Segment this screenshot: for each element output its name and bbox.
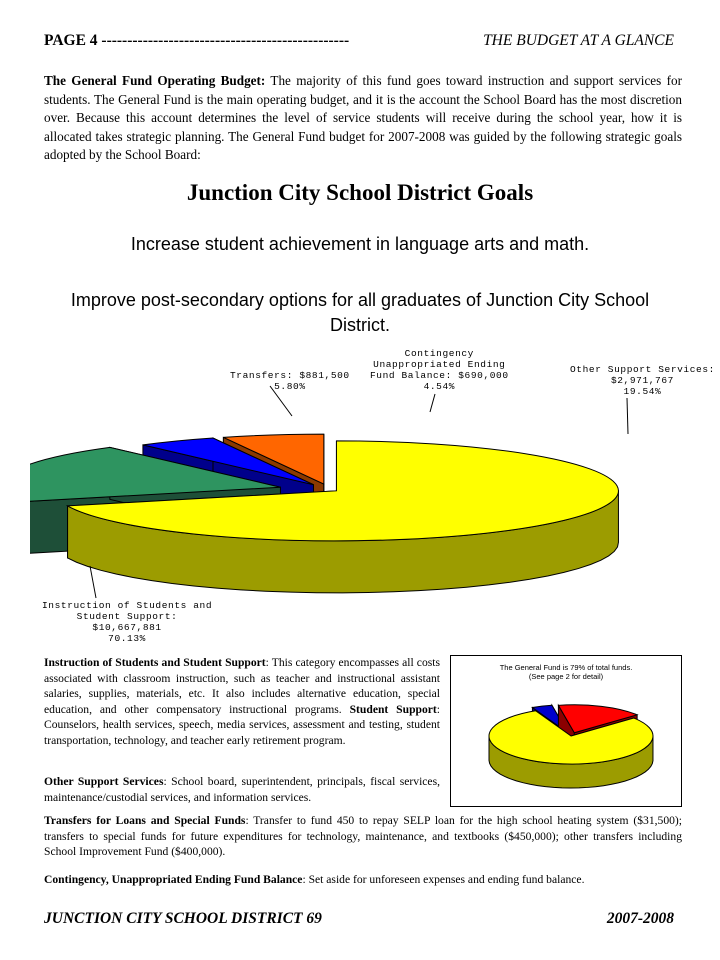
contingency-desc-lead: Contingency, Unappropriated Ending Fund Balance xyxy=(44,873,303,886)
main-pie-leader-contingency xyxy=(430,394,435,412)
contingency-description xyxy=(44,872,682,888)
intro-body: The majority of this fund goes toward instruction and support services for students. The General Fund is the main operating budget, and it is the account the School Board has the most discretion over. Because this account determines the level of service students will receive during the school year, how it is allocated takes strategic planning. The General Fund budget for 2007-2008 was guided by the following strategic goals adopted by the School Board: xyxy=(44,73,682,162)
transfers-desc-body: : Transfer to fund 450 to repay SELP loan for the high school heating system ($31,500); transfers to special funds for future expenditures for technology, maintenance, and textbooks ($450,000); other transfers including School Improvement Fund ($400,000). xyxy=(44,814,682,859)
other-support-label: Other Support Services: xyxy=(570,364,715,375)
page-number: PAGE 4 xyxy=(44,32,98,49)
sub-pie-svg xyxy=(451,676,681,804)
other-support-description xyxy=(44,774,440,805)
section-title: THE BUDGET AT A GLANCE xyxy=(479,32,674,50)
intro-lead: The General Fund Operating Budget: xyxy=(44,73,266,88)
page-footer xyxy=(44,910,674,928)
instruction-description xyxy=(44,655,440,749)
transfers-amount: $881,500 xyxy=(299,370,350,381)
total-funds-pie-chart xyxy=(450,655,682,807)
other-desc-body: : School board, superintendent, principals, fiscal services, maintenance/custodial services, and information services. xyxy=(44,775,440,804)
slice-label-other-support xyxy=(570,364,715,397)
slice-label-instruction xyxy=(42,600,212,644)
instruction-amount: $10,667,881 xyxy=(92,622,162,633)
student-support-desc-body: : Counselors, health services, speech, media services, assessment and testing, student transportation, technology, and teacher early retirement program. xyxy=(44,702,440,747)
instruction-label-2: Student Support: xyxy=(76,611,178,622)
goals-title: Junction City School District Goals xyxy=(186,180,534,205)
slice-label-contingency xyxy=(370,348,509,392)
transfers-description xyxy=(44,813,682,860)
student-support-desc-lead: Student Support xyxy=(349,702,437,716)
contingency-amount: $690,000 xyxy=(458,370,509,381)
contingency-desc-body: : Set aside for unforeseen expenses and ending fund balance. xyxy=(302,873,585,886)
goal-2: Improve post-secondary options for all graduates of Junction City School District. xyxy=(70,290,650,335)
transfers-desc-lead: Transfers for Loans and Special Funds xyxy=(44,814,246,827)
total-funds-caption-1: The General Fund is 79% of total funds. xyxy=(499,663,633,672)
main-pie-leader-instruction xyxy=(90,566,96,598)
footer-year: 2007-2008 xyxy=(606,910,674,927)
instruction-desc-body: : This category encompasses all costs associated with classroom instruction, such as teacher and instructional assistant salaries, supplies, materials, etc. It also includes alternative education, special education, and other compensatory instructional programs. xyxy=(44,656,440,716)
contingency-label-1: Contingency xyxy=(404,348,474,359)
instruction-desc-lead: Instruction of Students and Student Support xyxy=(44,656,266,669)
transfers-label: Transfers: xyxy=(230,370,294,381)
goal-1: Increase student achievement in language arts and math. xyxy=(130,234,590,254)
header-dashes: ------------------------------------------------ xyxy=(101,32,350,49)
total-funds-caption-2: (See page 2 for detail) xyxy=(528,672,604,681)
page-header xyxy=(44,32,674,50)
contingency-label-2: Unappropriated Ending xyxy=(373,359,506,370)
slice-label-transfers xyxy=(230,370,350,392)
main-pie-leader-other xyxy=(627,398,628,434)
instruction-label-1: Instruction of Students and xyxy=(42,600,213,611)
transfers-percent: 5.80% xyxy=(274,381,306,392)
instruction-percent: 70.13% xyxy=(108,633,146,644)
general-fund-pie-chart xyxy=(30,340,715,644)
other-support-amount: $2,971,767 xyxy=(610,375,674,386)
other-desc-lead: Other Support Services xyxy=(44,775,164,788)
contingency-percent: 4.54% xyxy=(423,381,456,392)
footer-district: JUNCTION CITY SCHOOL DISTRICT 69 xyxy=(44,910,322,927)
contingency-label-3: Fund Balance: xyxy=(370,370,452,381)
intro-paragraph xyxy=(44,72,682,165)
other-support-percent: 19.54% xyxy=(623,386,662,397)
